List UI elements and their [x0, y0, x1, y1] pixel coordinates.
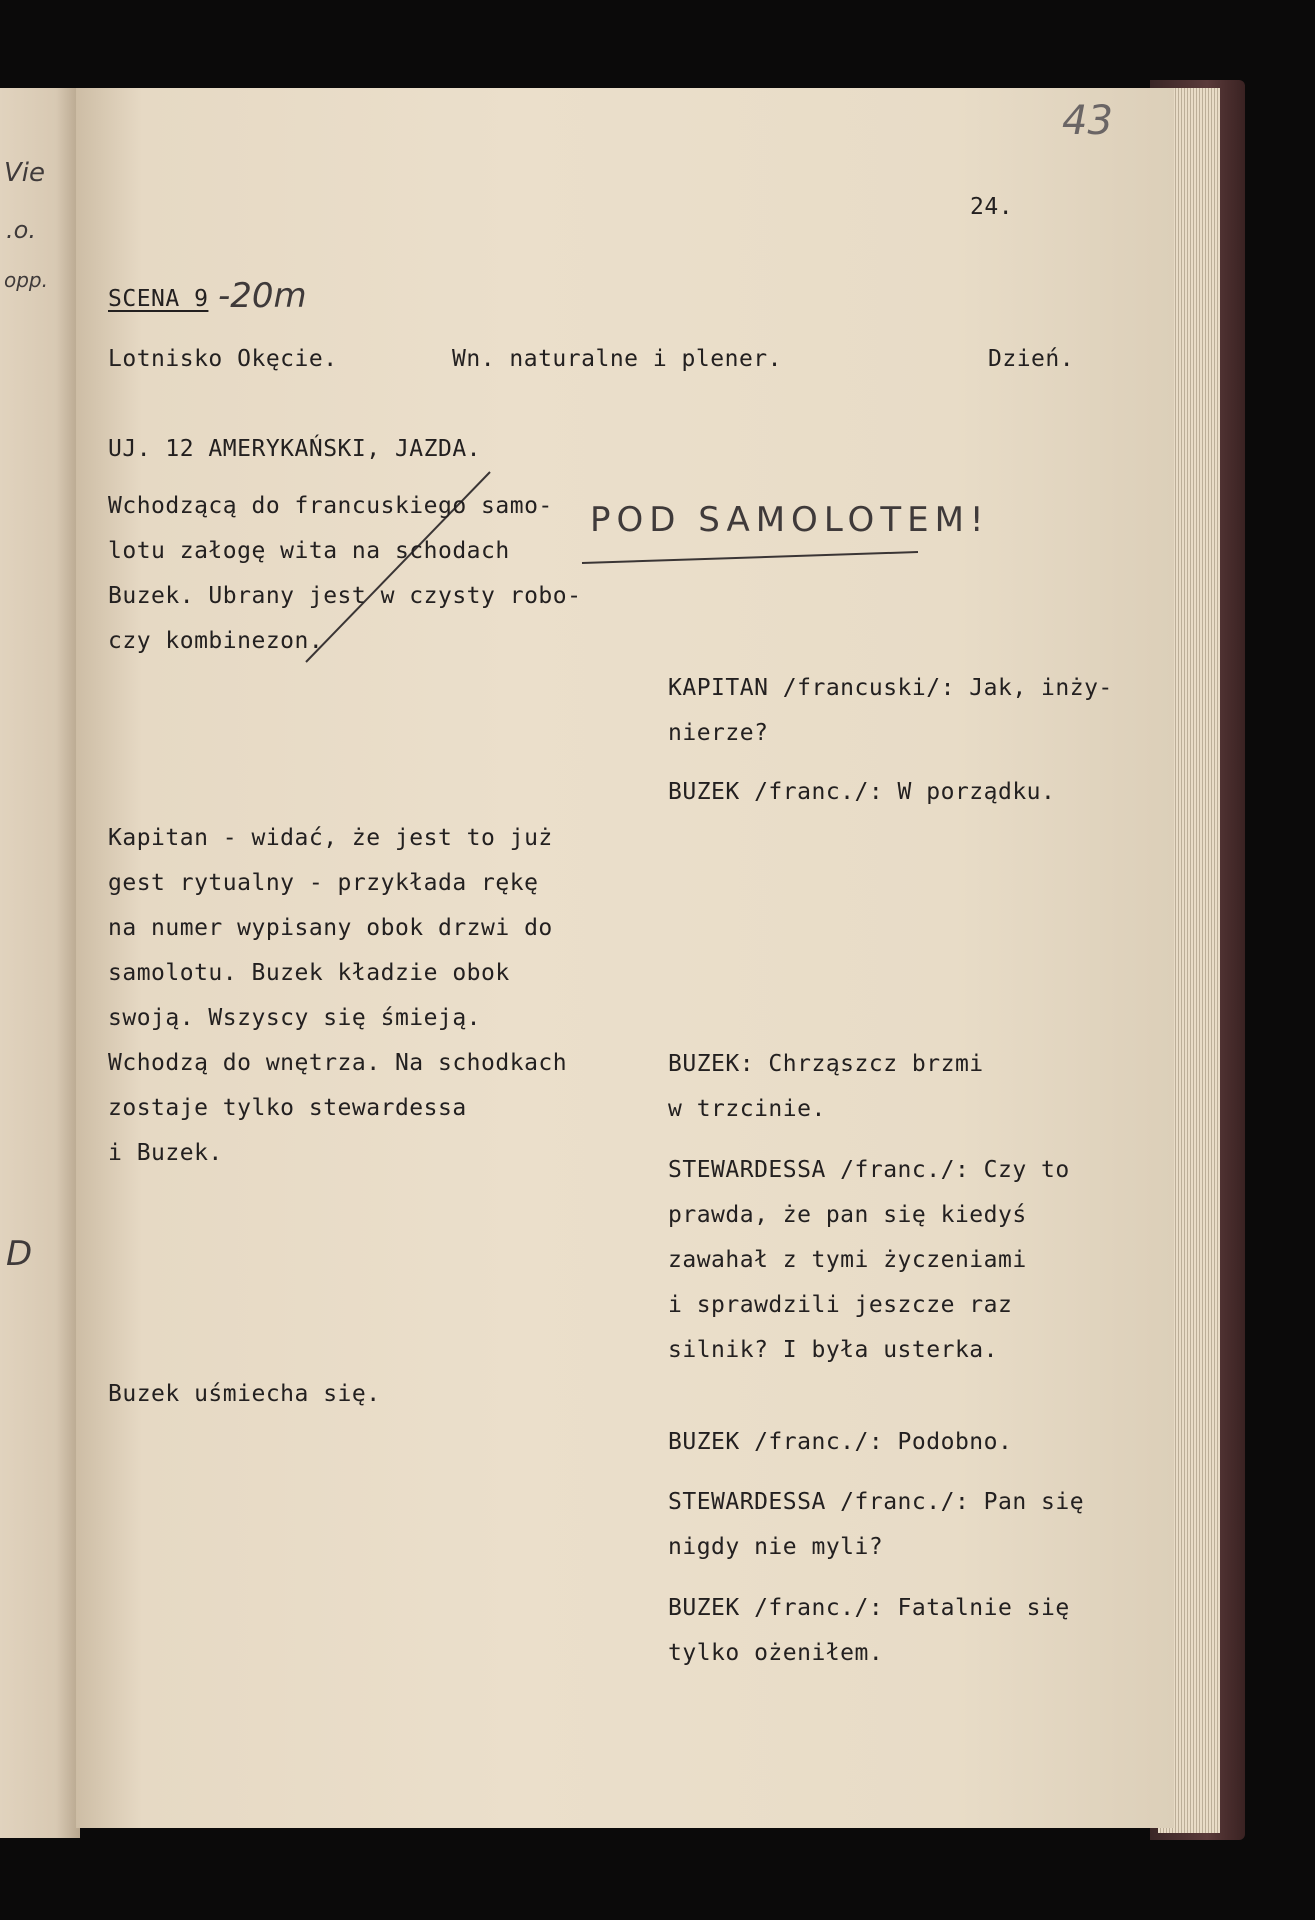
- dialogue-stewardessa-1: [668, 1148, 1070, 1373]
- margin-mark: opp.: [4, 268, 48, 292]
- action-line: zostaje tylko stewardessa: [108, 1095, 467, 1121]
- dialogue-buzek-4: [668, 1586, 1070, 1676]
- dialogue-line: KAPITAN /francuski/: Jak, inży-: [668, 675, 1113, 701]
- dialogue-line: BUZEK /franc./: Fatalnie się: [668, 1595, 1070, 1621]
- dialogue-line: STEWARDESSA /franc./: Pan się: [668, 1489, 1085, 1515]
- dialogue-line: i sprawdzili jeszcze raz: [668, 1292, 1013, 1318]
- dialogue-kapitan: [668, 666, 1113, 756]
- dialogue-line: BUZEK: Chrząszcz brzmi: [668, 1051, 984, 1077]
- scene-heading: SCENA 9: [108, 286, 209, 312]
- dialogue-line: zawahał z tymi życzeniami: [668, 1247, 1027, 1273]
- page-number: 24.: [970, 194, 1014, 220]
- dialogue-line: silnik? I była usterka.: [668, 1337, 998, 1363]
- action-line: Buzek. Ubrany jest w czysty robo-: [108, 583, 582, 609]
- action-line: Buzek uśmiecha się.: [108, 1381, 381, 1407]
- action-line: Kapitan - widać, że jest to już: [108, 825, 553, 851]
- action-line: i Buzek.: [108, 1140, 223, 1166]
- action-block-1: [108, 484, 581, 664]
- dialogue-line: tylko ożeniłem.: [668, 1640, 884, 1666]
- handwritten-insert: POD SAMOLOTEM!: [590, 500, 990, 540]
- dialogue-buzek-2: [668, 1042, 984, 1132]
- dialogue-line: nierze?: [668, 720, 769, 746]
- handwritten-scene-note: -20m: [218, 276, 307, 316]
- dialogue-buzek-3: [668, 1420, 1012, 1465]
- action-line: Wchodzą do wnętrza. Na schodkach: [108, 1050, 568, 1076]
- dialogue-line: w trzcinie.: [668, 1096, 826, 1122]
- dialogue-line: BUZEK /franc./: Podobno.: [668, 1429, 1013, 1455]
- action-line: czy kombinezon.: [108, 628, 324, 654]
- action-line: samolotu. Buzek kładzie obok: [108, 960, 510, 986]
- action-line: gest rytualny - przykłada rękę: [108, 870, 539, 896]
- action-block-3: [108, 1372, 381, 1417]
- margin-mark: Vie: [4, 158, 46, 188]
- dialogue-line: BUZEK /franc./: W porządku.: [668, 779, 1056, 805]
- shot-line: UJ. 12 AMERYKAŃSKI, JAZDA.: [108, 436, 482, 462]
- dialogue-stewardessa-2: [668, 1480, 1084, 1570]
- dialogue-buzek-1: [668, 770, 1055, 815]
- action-line: swoją. Wszyscy się śmieją.: [108, 1005, 482, 1031]
- interior-line: Wn. naturalne i plener.: [452, 346, 782, 372]
- dialogue-line: nigdy nie myli?: [668, 1534, 884, 1560]
- action-line: lotu załogę wita na schodach: [108, 538, 510, 564]
- location-line: Lotnisko Okęcie.: [108, 346, 338, 372]
- time-of-day: Dzień.: [988, 346, 1075, 372]
- action-line: na numer wypisany obok drzwi do: [108, 915, 553, 941]
- handwritten-page-number: 43: [1062, 98, 1113, 144]
- dialogue-line: prawda, że pan się kiedyś: [668, 1202, 1027, 1228]
- action-line: Wchodzącą do francuskiego samo-: [108, 493, 553, 519]
- margin-mark: .o.: [6, 216, 36, 244]
- dialogue-line: STEWARDESSA /franc./: Czy to: [668, 1157, 1070, 1183]
- margin-mark: D: [6, 1234, 33, 1274]
- action-block-2: [108, 816, 567, 1176]
